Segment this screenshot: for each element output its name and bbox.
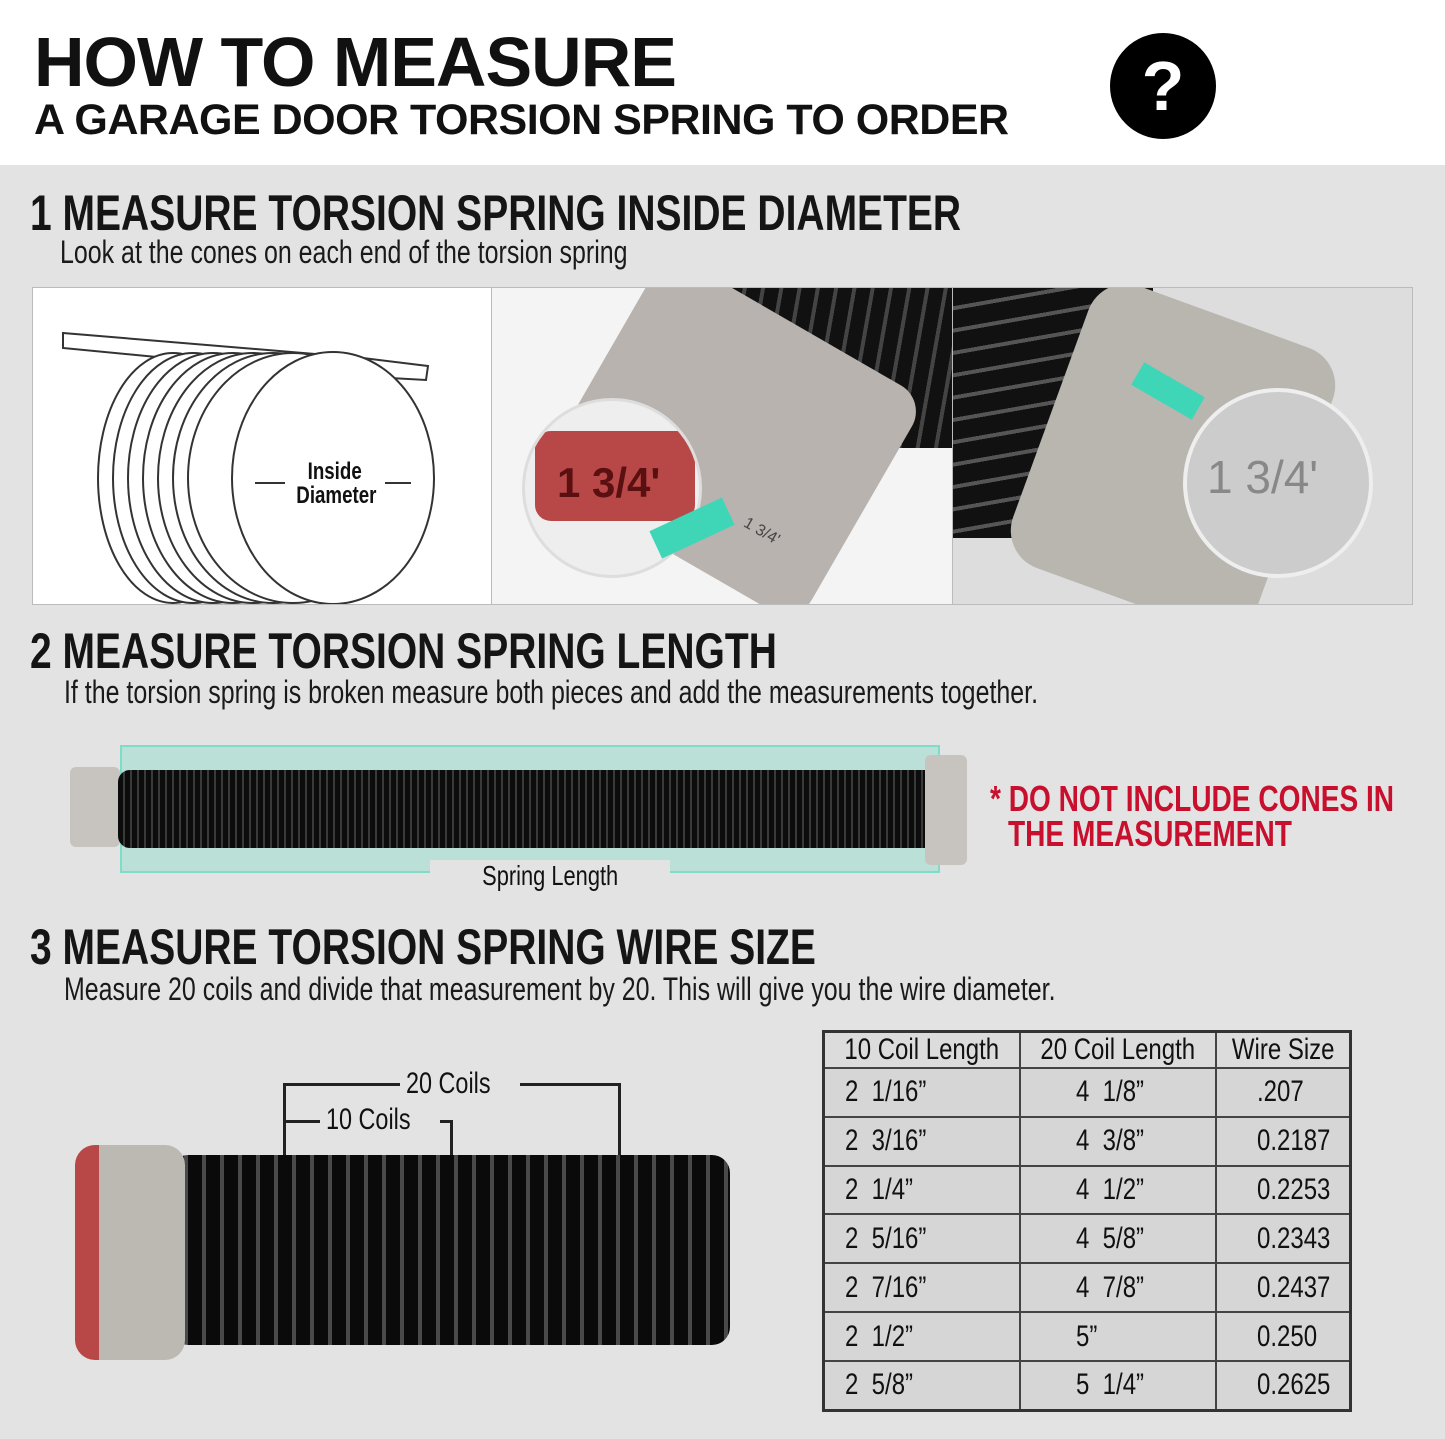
table-cell: 2 1/4” xyxy=(824,1166,1020,1215)
table-cell: 5” xyxy=(1020,1312,1216,1361)
table-row xyxy=(824,1117,1351,1166)
cone-size-label-small: 1 3/4' xyxy=(740,514,783,549)
table-cell: 2 3/16” xyxy=(824,1117,1020,1166)
page-title: HOW TO MEASURE xyxy=(34,23,676,101)
question-icon: ? xyxy=(1110,33,1216,139)
table-cell: 4 1/8” xyxy=(1020,1068,1216,1117)
twenty-coils-label: 20 Coils xyxy=(400,1067,520,1101)
table-cell: 2 7/16” xyxy=(824,1263,1020,1312)
table-cell: 2 5/8” xyxy=(824,1361,1020,1411)
inside-diameter-diagram xyxy=(32,287,492,605)
step2-subtitle: If the torsion spring is broken measure both pieces and add the measurements together. xyxy=(64,674,1039,710)
cone-photo-red xyxy=(491,287,953,605)
column-header: 20 Coil Length xyxy=(1020,1032,1216,1069)
table-cell: 4 1/2” xyxy=(1020,1166,1216,1215)
table-row xyxy=(824,1361,1351,1411)
spring-length-photo xyxy=(70,745,970,891)
table-cell: 0.250 xyxy=(1216,1312,1351,1361)
table-row xyxy=(824,1214,1351,1263)
table-cell: 0.2187 xyxy=(1216,1117,1351,1166)
wire-size-table xyxy=(822,1030,1352,1412)
step1-title: 1 MEASURE TORSION SPRING INSIDE DIAMETER xyxy=(30,185,962,241)
cone-photo-silver xyxy=(952,287,1413,605)
cone-warning-line1: * DO NOT INCLUDE CONES IN xyxy=(990,778,1395,819)
table-cell: 4 3/8” xyxy=(1020,1117,1216,1166)
table-cell: .207 xyxy=(1216,1068,1351,1117)
table-row xyxy=(824,1166,1351,1215)
table-cell: 2 1/16” xyxy=(824,1068,1020,1117)
table-row xyxy=(824,1068,1351,1117)
header xyxy=(0,0,1445,165)
ten-coils-label: 10 Coils xyxy=(320,1103,440,1137)
table-cell: 4 7/8” xyxy=(1020,1263,1216,1312)
table-cell: 2 1/2” xyxy=(824,1312,1020,1361)
inside-diameter-label: Inside Diameter xyxy=(285,460,385,508)
spring-length-label: Spring Length xyxy=(430,860,670,892)
table-cell: 0.2625 xyxy=(1216,1361,1351,1411)
table-cell: 0.2253 xyxy=(1216,1166,1351,1215)
page-subtitle: A GARAGE DOOR TORSION SPRING TO ORDER xyxy=(34,96,1009,144)
table-cell: 0.2343 xyxy=(1216,1214,1351,1263)
cone-warning-line2: THE MEASUREMENT xyxy=(1008,813,1292,854)
table-cell: 5 1/4” xyxy=(1020,1361,1216,1411)
step1-subtitle: Look at the cones on each end of the torsion spring xyxy=(60,234,628,270)
table-row xyxy=(824,1263,1351,1312)
column-header: 10 Coil Length xyxy=(824,1032,1020,1069)
table-cell: 4 5/8” xyxy=(1020,1214,1216,1263)
table-row xyxy=(824,1312,1351,1361)
step3-title: 3 MEASURE TORSION SPRING WIRE SIZE xyxy=(30,919,816,975)
table-cell: 2 5/16” xyxy=(824,1214,1020,1263)
spring-coil-diagram xyxy=(33,288,491,604)
column-header: Wire Size xyxy=(1216,1032,1351,1069)
cone-size-zoom: 1 3/4' xyxy=(1183,388,1373,578)
step3-subtitle: Measure 20 coils and divide that measurement by 20. This will give you the wire diameter. xyxy=(64,971,1056,1007)
wire-size-photo xyxy=(70,1065,735,1365)
table-cell: 0.2437 xyxy=(1216,1263,1351,1312)
cone-size-label: 1 3/4' xyxy=(535,431,695,521)
step2-title: 2 MEASURE TORSION SPRING LENGTH xyxy=(30,623,777,679)
